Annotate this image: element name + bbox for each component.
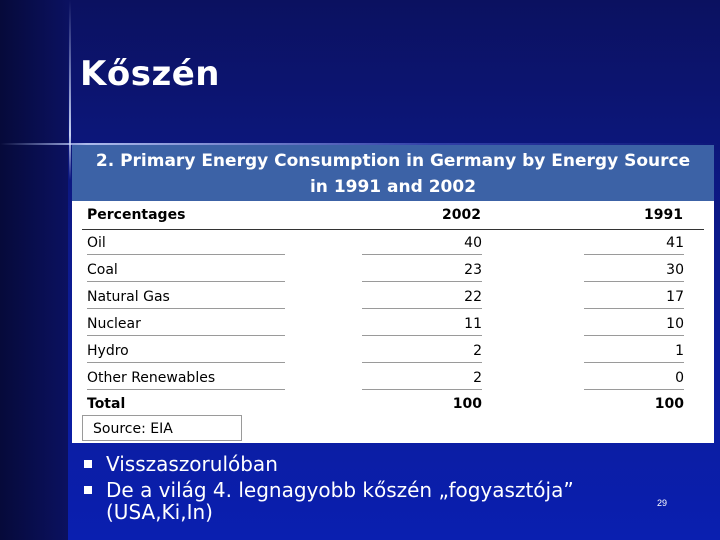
- square-bullet-icon: [84, 460, 92, 468]
- row-value-2002-other-renewables: 2: [362, 368, 482, 390]
- row-value-2002-natural-gas: 22: [362, 287, 482, 309]
- row-value-2002-hydro: 2: [362, 341, 482, 363]
- row-label-total: Total: [87, 396, 126, 412]
- square-bullet-icon: [84, 486, 92, 494]
- table-source: Source: EIA: [82, 415, 242, 441]
- bullet-item: [84, 479, 664, 523]
- row-value-2002-coal: 23: [362, 260, 482, 282]
- energy-table-image: [72, 145, 714, 443]
- table-heading-line1: 2. Primary Energy Consumption in Germany by Energy Source: [95, 151, 691, 171]
- row-value-1991-coal: 30: [584, 260, 684, 282]
- row-label-coal: Coal: [87, 260, 285, 282]
- row-label-hydro: Hydro: [87, 341, 285, 363]
- bullet-text: De a világ 4. legnagyobb kőszén „fogyasztója”: [106, 478, 574, 502]
- row-label-natural-gas: Natural Gas: [87, 287, 285, 309]
- row-value-1991-total: 100: [654, 396, 684, 412]
- row-value-1991-hydro: 1: [584, 341, 684, 363]
- row-label-other-renewables: Other Renewables: [87, 368, 285, 390]
- slide-left-band: [0, 0, 68, 540]
- header-rule: [82, 229, 704, 230]
- bullet-text-continuation: (USA,Ki,In): [106, 500, 213, 524]
- bullet-text: Visszaszorulóban: [106, 452, 278, 476]
- column-header-2002: 2002: [442, 207, 481, 223]
- row-value-2002-total: 100: [452, 396, 482, 412]
- column-header-percentages: Percentages: [87, 207, 186, 223]
- row-value-1991-other-renewables: 0: [584, 368, 684, 390]
- bullet-item: [84, 453, 664, 475]
- row-value-2002-nuclear: 11: [362, 314, 482, 336]
- table-heading: [72, 145, 714, 203]
- row-label-oil: Oil: [87, 233, 285, 255]
- row-value-1991-oil: 41: [584, 233, 684, 255]
- column-header-1991: 1991: [644, 207, 683, 223]
- bullet-list: [84, 453, 664, 527]
- slide-title: Kőszén: [80, 54, 220, 94]
- decorative-vertical-line: [69, 0, 71, 180]
- table-heading-line2: in 1991 and 2002: [309, 177, 477, 197]
- row-label-nuclear: Nuclear: [87, 314, 285, 336]
- page-number: 29: [657, 498, 668, 508]
- row-value-2002-oil: 40: [362, 233, 482, 255]
- row-value-1991-natural-gas: 17: [584, 287, 684, 309]
- row-value-1991-nuclear: 10: [584, 314, 684, 336]
